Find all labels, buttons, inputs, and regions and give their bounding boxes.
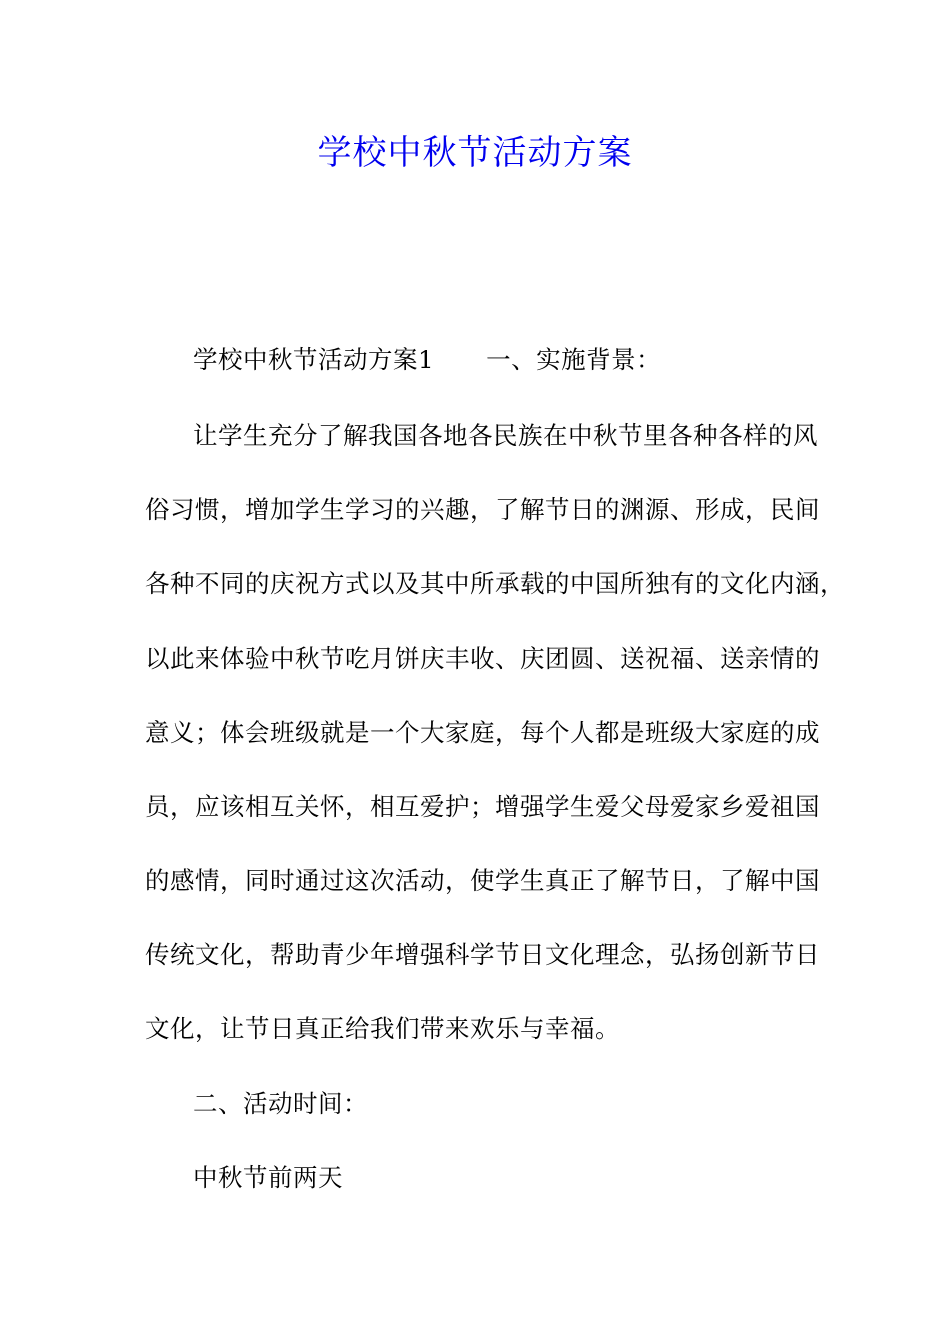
- section-heading-time: 二、活动时间：: [193, 1089, 368, 1118]
- document-title: 学校中秋节活动方案: [317, 133, 633, 173]
- subtitle: 学校中秋节活动方案1: [193, 345, 435, 374]
- paragraph-line: 文化，让节日真正给我们带来欢乐与幸福。: [145, 1014, 620, 1043]
- paragraph-line: 传统文化，帮助青少年增强科学节日文化理念，弘扬创新节日: [145, 940, 820, 969]
- paragraph-line: 意义；体会班级就是一个大家庭，每个人都是班级大家庭的成: [145, 718, 820, 747]
- paragraph-line: 俗习惯，增加学生学习的兴趣，了解节日的渊源、形成，民间: [145, 495, 820, 524]
- paragraph-line: 员，应该相互关怀，相互爱护；增强学生爱父母爱家乡爱祖国: [145, 792, 820, 821]
- time-value: 中秋节前两天: [193, 1163, 343, 1192]
- paragraph-line: 的感情，同时通过这次活动，使学生真正了解节日，了解中国: [145, 866, 820, 895]
- heading-line: [193, 343, 661, 377]
- section-heading-background: 一、实施背景：: [486, 345, 662, 374]
- paragraph-line: 让学生充分了解我国各地各民族在中秋节里各种各样的风: [193, 421, 818, 450]
- paragraph-line: 各种不同的庆祝方式以及其中所承载的中国所独有的文化内涵，: [145, 569, 845, 598]
- paragraph-line: 以此来体验中秋节吃月饼庆丰收、庆团圆、送祝福、送亲情的: [145, 644, 820, 673]
